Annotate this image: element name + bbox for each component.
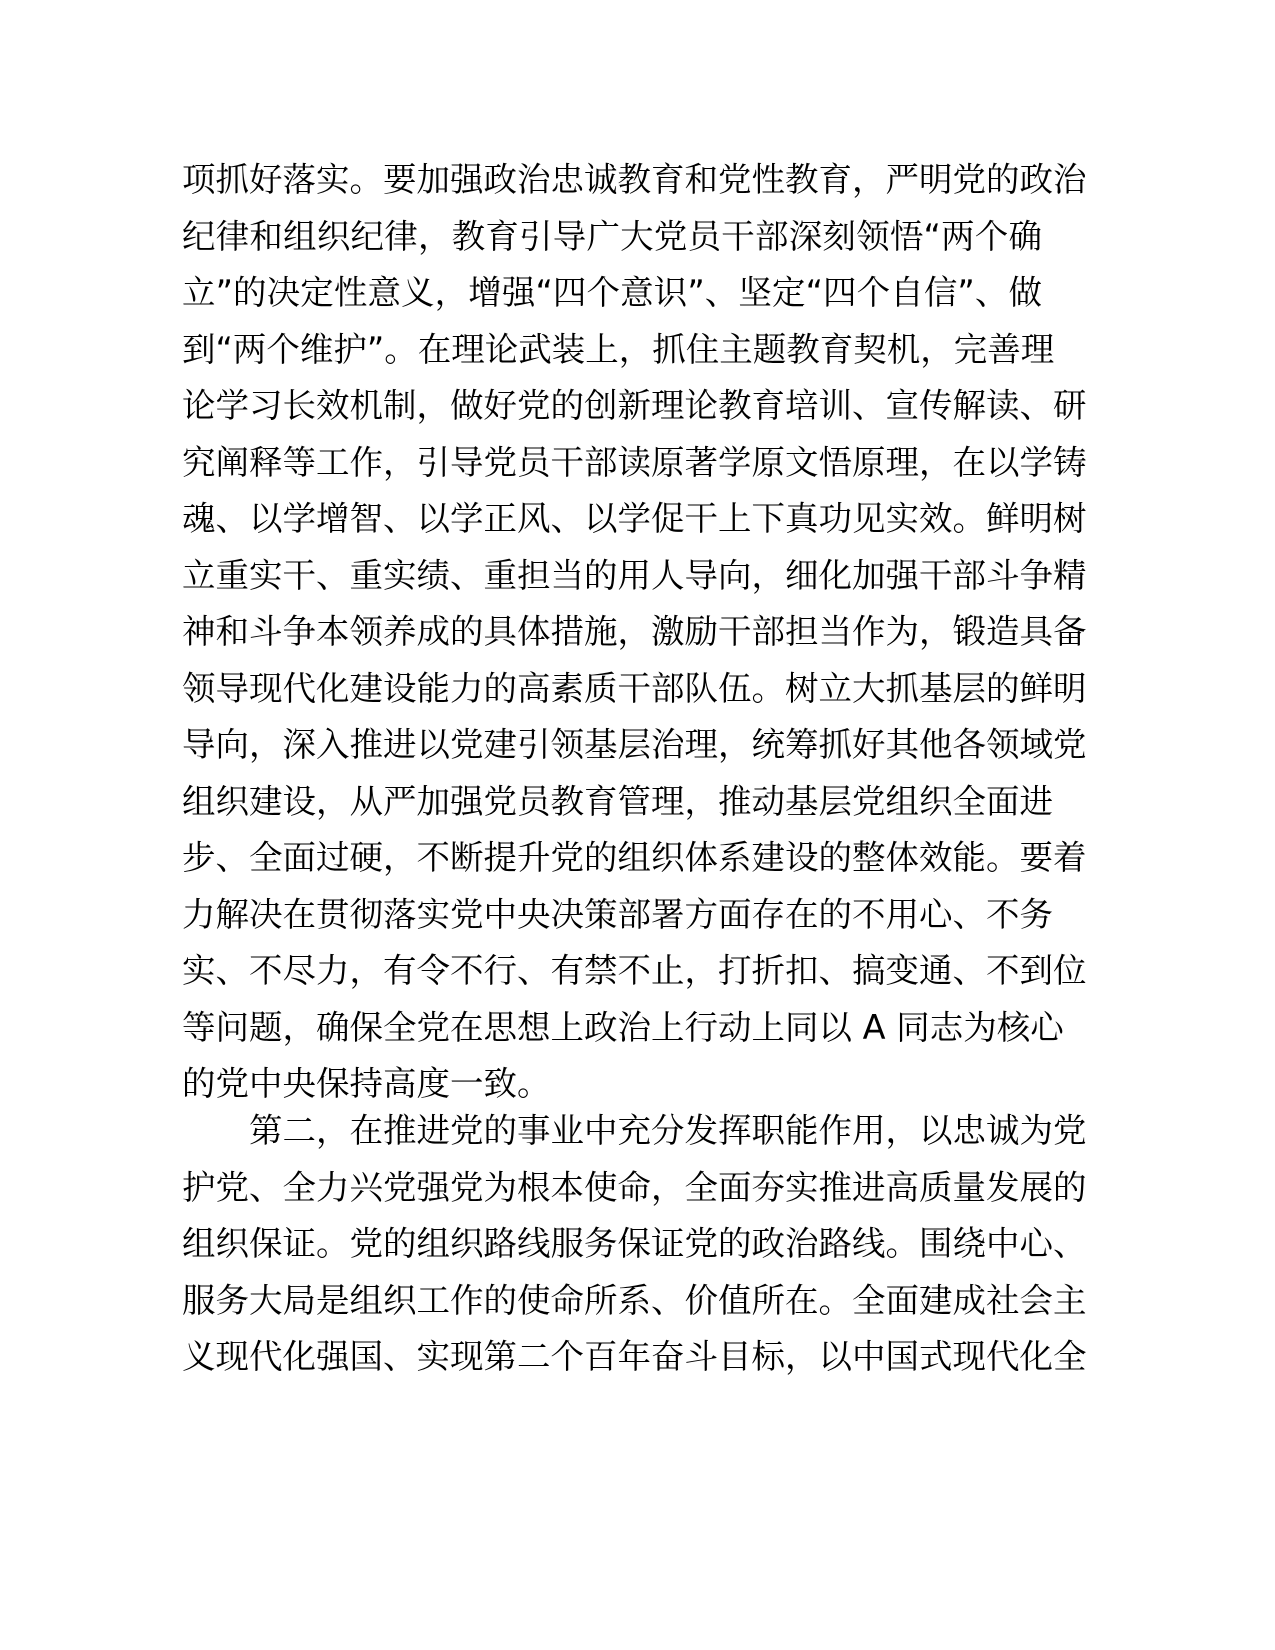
text-line: 纪律和组织纪律，教育引导广大党员干部深刻领悟“两个确 [182, 216, 1042, 256]
text-line: 神和斗争本领养成的具体措施，激励干部担当作为，锻造具备 [182, 612, 1087, 651]
text-line: 立重实干、重实绩、重担当的用人导向，细化加强干部斗争精 [182, 555, 1087, 595]
text-line: 到“两个维护”。在理论武装上，抓住主题教育契机，完善理 [182, 329, 1055, 369]
text-line: 项抓好落实。要加强政治忠诚教育和党性教育，严明党的政治 [182, 160, 1087, 199]
text-line: 领导现代化建设能力的高素质干部队伍。树立大抓基层的鲜明 [182, 668, 1087, 708]
text-line: 护党、全力兴党强党为根本使命，全面夯实推进高质量发展的 [182, 1167, 1087, 1207]
text-line: 组织保证。党的组织路线服务保证党的政治路线。围绕中心、 [182, 1224, 1087, 1263]
text-line: 步、全面过硬，不断提升党的组织体系建设的整体效能。要着 [182, 838, 1087, 877]
text-line: 等问题，确保全党在思想上政治上行动上同以 A 同志为核心 [182, 1007, 1064, 1047]
paragraph-1 [182, 152, 1087, 1113]
text-line: 义现代化强国、实现第二个百年奋斗目标，以中国式现代化全 [182, 1337, 1087, 1376]
text-line: 论学习长效机制，做好党的创新理论教育培训、宣传解读、研 [182, 386, 1087, 425]
text-line: 立”的决定性意义，增强“四个意识”、坚定“四个自信”、做 [182, 273, 1042, 312]
text-line: 导向，深入推进以党建引领基层治理，统筹抓好其他各领域党 [182, 725, 1087, 764]
text-line: 服务大局是组织工作的使命所系、价值所在。全面建成社会主 [182, 1280, 1087, 1320]
text-line: 的党中央保持高度一致。 [182, 1064, 551, 1103]
text-line: 魂、以学增智、以学正风、以学促干上下真功见实效。鲜明树 [182, 499, 1087, 538]
paragraph-2 [182, 1103, 1087, 1386]
text-line: 力解决在贯彻落实党中央决策部署方面存在的不用心、不务 [182, 894, 1053, 934]
text-line: 第二，在推进党的事业中充分发挥职能作用，以忠诚为党 [182, 1111, 1087, 1150]
text-line: 实、不尽力，有令不行、有禁不止，打折扣、搞变通、不到位 [182, 951, 1087, 990]
text-line: 组织建设，从严加强党员教育管理，推动基层党组织全面进 [182, 781, 1053, 821]
text-line: 究阐释等工作，引导党员干部读原著学原文悟原理，在以学铸 [182, 442, 1087, 482]
